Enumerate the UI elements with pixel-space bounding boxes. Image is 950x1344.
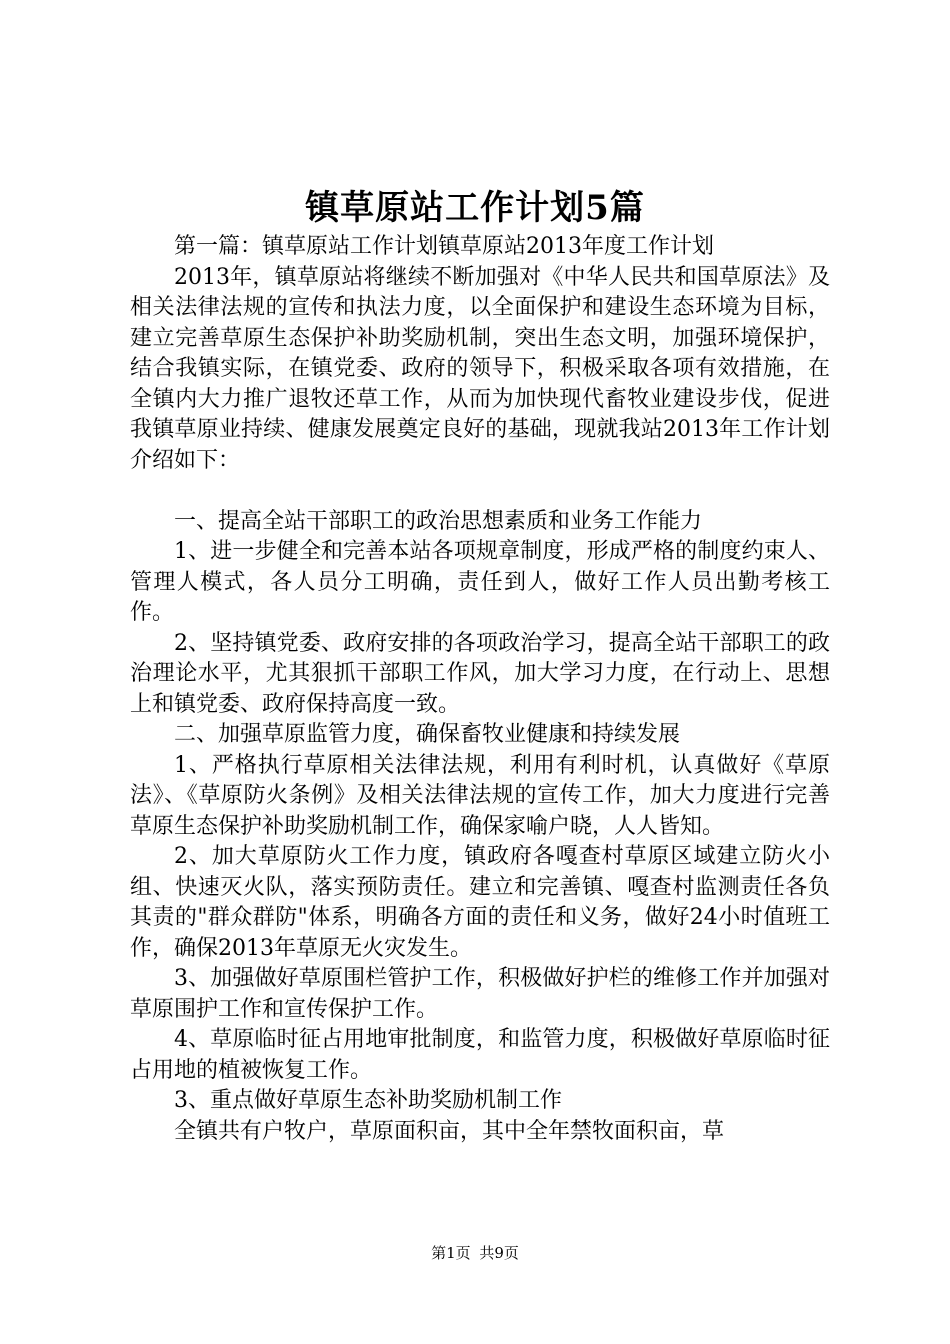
paragraph-section-heading: 第一篇：镇草原站工作计划镇草原站2013年度工作计划 [174,234,714,259]
document-title: 镇草原站工作计划5篇 [305,188,645,228]
paragraph-item: 4、草原临时征占用地审批制度，和监管力度，积极做好草原临时征占用地的植被恢复工作。 [130,1027,830,1083]
paragraph-item: 2、坚持镇党委、政府安排的各项政治学习，提高全站干部职工的政治理论水平，尤其狠抓干部职工作风，加大学习力度，在行动上、思想上和镇党委、政府保持高度一致。 [130,630,830,717]
paragraph-item: 1、进一步健全和完善本站各项规章制度，形成严格的制度约束人、管理人模式，各人员分工明确，责任到人，做好工作人员出勤考核工作。 [130,539,830,625]
paragraph-item: 3、加强做好草原围栏管护工作，积极做好护栏的维修工作并加强对草原围护工作和宣传保护工作。 [130,966,830,1022]
paragraph-heading-1: 一、提高全站干部职工的政治思想素质和业务工作能力 [174,508,703,534]
page-footer [0,1241,950,1265]
paragraph-heading-2: 二、加强草原监管力度，确保畜牧业健康和持续发展 [174,722,681,747]
paragraph-intro: 2013年，镇草原站将继续不断加强对《中华人民共和国草原法》及相关法律法规的宣传和执法力度，以全面保护和建设生态环境为目标，建立完善草原生态保护补助奖励机制，突出生态文明，加强环境保护，结合我镇实际，在镇党委、政府的领导下，积极采取各项有效措施，在全镇内大力推广退牧还草工作，从而为加快现代畜牧业建设步伐，促进我镇草原业持续、健康发展奠定良好的基础，现就我站2013年工作计划介绍如下： [130,264,830,473]
paragraph-item: 全镇共有户牧户，草原面积亩，其中全年禁牧面积亩，草 [174,1118,725,1144]
page-total: 共9页 [479,1244,519,1262]
paragraph-item: 2、加大草原防火工作力度，镇政府各嘎查村草原区域建立防火小组、快速灭火队，落实预防责任。建立和完善镇、嘎查村监测责任各负其责的"群众群防"体系，明确各方面的责任和义务，做好24小时值班工作，确保2013年草原无火灾发生。 [130,844,830,961]
document-body [130,232,830,1147]
paragraph-item: 1、严格执行草原相关法律法规，利用有利时机，认真做好《草原法》、《草原防火条例》及相关法律法规的宣传工作，加大力度进行完善草原生态保护补助奖励机制工作，确保家喻户晓，人人皆知。 [130,752,830,839]
paragraph-heading-3: 3、重点做好草原生态补助奖励机制工作 [174,1088,562,1113]
page-number: 第1页 [431,1244,471,1262]
